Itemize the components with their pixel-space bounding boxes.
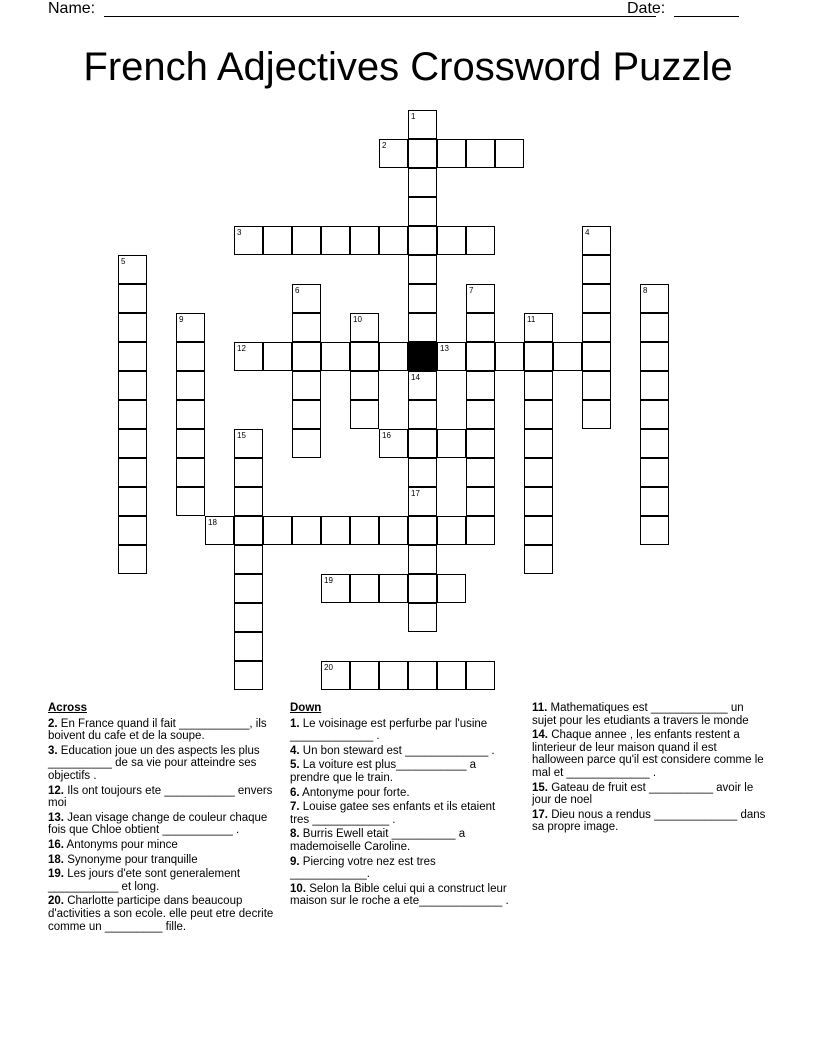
clue-number: 12 [237,344,246,353]
crossword-cell[interactable] [466,284,495,313]
crossword-cell[interactable] [466,516,495,545]
date-field-line[interactable] [674,16,739,17]
clue-number: 5 [121,257,126,266]
clue-number-label: 20. [48,895,64,908]
crossword-cell[interactable] [437,516,466,545]
clue-number: 16 [382,431,391,440]
clue-item [48,895,276,933]
clue-number-label: 12. [48,784,64,797]
crossword-cell[interactable] [553,342,582,371]
clue-item [48,868,276,893]
crossword-cell[interactable] [263,342,292,371]
clue-item [290,828,514,853]
clue-number: 13 [440,344,449,353]
clue-number-label: 15. [532,781,548,794]
crossword-cell[interactable] [524,487,553,516]
crossword-cell[interactable] [524,458,553,487]
crossword-cell[interactable] [379,574,408,603]
crossword-cell[interactable] [350,342,379,371]
clue-item [48,812,276,837]
clue-number-label: 16. [48,838,64,851]
clue-number: 6 [295,286,300,295]
down-clues [290,702,514,910]
crossword-cell[interactable] [466,400,495,429]
clue-number: 18 [208,518,217,527]
clue-number: 7 [469,286,474,295]
clue-text: Chaque annee , les enfants restent a linterieur de leur maison quand il est halloween parce qu'il est considere comme le mal et _____________ . [532,729,764,779]
clue-number: 4 [585,228,590,237]
crossword-cell[interactable] [234,545,263,574]
crossword-cell[interactable] [408,516,437,545]
crossword-cell[interactable] [640,342,669,371]
crossword-cell[interactable] [118,458,147,487]
clue-number-label: 6. [290,786,300,799]
crossword-cell[interactable] [524,313,553,342]
crossword-cell[interactable] [379,516,408,545]
clue-number: 20 [324,663,333,672]
clue-text: Ils ont toujours ete ___________ envers moi [48,784,273,810]
crossword-cell[interactable] [408,574,437,603]
crossword-cell[interactable] [466,487,495,516]
crossword-cell[interactable] [350,661,379,690]
crossword-cell[interactable] [176,400,205,429]
crossword-cell[interactable] [640,284,669,313]
crossword-cell[interactable] [466,313,495,342]
clue-number: 15 [237,431,246,440]
crossword-cell[interactable] [118,342,147,371]
crossword-cell[interactable] [350,400,379,429]
crossword-cell[interactable] [408,400,437,429]
clue-item [48,718,276,743]
crossword-cell[interactable] [234,458,263,487]
crossword-cell[interactable] [350,516,379,545]
date-label: Date: [627,0,666,17]
crossword-cell[interactable] [321,574,350,603]
crossword-cell[interactable] [495,139,524,168]
crossword-cell[interactable] [582,226,611,255]
crossword-cell[interactable] [292,313,321,342]
crossword-cell[interactable] [263,516,292,545]
crossword-cell[interactable] [582,313,611,342]
clue-number-label: 8. [290,828,300,841]
crossword-cell[interactable] [292,429,321,458]
clue-number: 2 [382,141,387,150]
clue-number: 10 [353,315,362,324]
clue-text: Synonyme pour tranquille [64,853,198,866]
crossword-cell[interactable] [408,110,437,139]
crossword-cell[interactable] [379,429,408,458]
crossword-cell[interactable] [408,371,437,400]
clue-number: 11 [527,315,536,324]
crossword-cell[interactable] [408,458,437,487]
clue-number-label: 9. [290,855,300,868]
header [48,0,768,22]
crossword-cell[interactable] [321,226,350,255]
clue-number-label: 10. [290,882,306,895]
crossword-cell[interactable] [524,400,553,429]
clue-text: Antonyms pour mince [64,838,178,851]
crossword-cell[interactable] [292,342,321,371]
crossword-cell[interactable] [379,661,408,690]
clue-text: Burris Ewell etait __________ a mademoiselle Caroline. [290,828,466,853]
crossword-cell[interactable] [437,429,466,458]
clue-number-label: 14. [532,729,548,742]
crossword-cell[interactable] [466,226,495,255]
clue-text: Education joue un des aspects les plus __________ de sa vie pour atteindre ses objectifs . [48,744,260,782]
crossword-cell[interactable] [176,371,205,400]
clue-item [48,745,276,783]
clue-number-label: 3. [48,744,58,757]
crossword-cell[interactable] [379,342,408,371]
clue-item [290,759,514,784]
crossword-cell[interactable] [118,545,147,574]
crossword-cell[interactable] [582,342,611,371]
crossword-cell[interactable] [524,545,553,574]
crossword-cell[interactable] [524,371,553,400]
clue-number: 1 [411,112,416,121]
crossword-cell[interactable] [118,400,147,429]
clue-item [290,787,514,800]
clue-item [532,782,768,807]
clue-number-label: 7. [290,801,300,814]
clue-text: Antonyme pour forte. [299,786,410,799]
crossword-cell[interactable] [408,284,437,313]
crossword-cell[interactable] [263,226,292,255]
crossword-cell[interactable] [640,400,669,429]
crossword-cell[interactable] [582,371,611,400]
crossword-cell[interactable] [379,139,408,168]
crossword-cell[interactable] [408,487,437,516]
clue-item [290,883,514,908]
crossword-cell[interactable] [234,226,263,255]
clue-number-label: 11. [532,702,548,714]
clue-number-label: 1. [290,717,300,730]
crossword-cell[interactable] [234,603,263,632]
clue-text: Jean visage change de couleur chaque fois que Chloe obtient ___________ . [48,811,268,837]
crossword-cell[interactable] [379,226,408,255]
crossword-cell[interactable] [176,313,205,342]
clue-item [48,785,276,810]
crossword-cell[interactable] [292,226,321,255]
crossword-cell[interactable] [640,429,669,458]
clue-item [532,729,768,779]
crossword-cell[interactable] [524,516,553,545]
crossword-cell[interactable] [118,487,147,516]
crossword-cell[interactable] [292,516,321,545]
crossword-cell[interactable] [350,371,379,400]
page-title: French Adjectives Crossword Puzzle [83,45,733,89]
clue-text: Charlotte participe dans beaucoup d'activities a son ecole. elle peut etre decrite comme un _________ fille. [48,895,274,933]
clue-number: 17 [411,489,420,498]
clue-text: Mathematiques est ____________ un sujet pour les etudiants a travers le monde [532,702,749,727]
crossword-cell[interactable] [176,458,205,487]
clue-number-label: 19. [48,868,64,881]
clue-item [290,801,514,826]
crossword-cell[interactable] [466,139,495,168]
crossword-cell[interactable] [176,429,205,458]
crossword-cell[interactable] [350,574,379,603]
crossword-cell[interactable] [640,458,669,487]
clue-number-label: 18. [48,853,64,866]
across-clues [48,702,276,935]
crossword-cell[interactable] [640,487,669,516]
crossword-cell[interactable] [408,545,437,574]
clue-text: Le voisinage est perfurbe par l'usine _____________ . [290,717,488,743]
clue-text: Un bon steward est _____________ . [299,744,495,757]
across-heading: Across [48,702,87,714]
clue-number-label: 13. [48,811,64,824]
crossword-cell[interactable] [234,487,263,516]
crossword-cell[interactable] [582,255,611,284]
clue-text: Louise gatee ses enfants et ils etaient tres ____________ . [290,801,496,826]
crossword-cell[interactable] [118,371,147,400]
crossword-cell[interactable] [234,661,263,690]
crossword-cell[interactable] [408,255,437,284]
crossword-cell[interactable] [408,603,437,632]
crossword-cell[interactable] [524,429,553,458]
crossword-cell[interactable] [234,429,263,458]
clue-item [290,718,514,743]
black-square [408,342,437,371]
crossword-cell[interactable] [640,371,669,400]
crossword-cell[interactable] [234,574,263,603]
crossword-cell[interactable] [408,313,437,342]
crossword-cell[interactable] [408,429,437,458]
crossword-cell[interactable] [640,313,669,342]
clue-number: 14 [411,373,420,382]
clue-text: La voiture est plus___________ a prendre que le train. [290,759,477,784]
crossword-cell[interactable] [118,429,147,458]
clue-number-label: 5. [290,759,300,772]
crossword-cell[interactable] [437,661,466,690]
crossword-cell[interactable] [466,342,495,371]
crossword-cell[interactable] [118,313,147,342]
clue-text: En France quand il fait ___________, ils boivent du cafe et de la soupe. [48,717,267,743]
crossword-cell[interactable] [234,516,263,545]
crossword-cell[interactable] [408,661,437,690]
crossword-cell[interactable] [437,139,466,168]
clue-text: Piercing votre nez est tres ____________. [290,855,436,881]
clue-item [290,745,514,758]
crossword-cell[interactable] [437,342,466,371]
clue-text: Les jours d'ete sont generalement ___________ et long. [48,868,241,893]
crossword-cell[interactable] [408,168,437,197]
crossword-cell[interactable] [466,661,495,690]
crossword-cell[interactable] [408,226,437,255]
down-clues-continued [532,702,768,836]
crossword-cell[interactable] [292,284,321,313]
clue-number-label: 17. [532,808,548,821]
clue-number: 3 [237,228,242,237]
clue-text: Selon la Bible celui qui a construct leur maison sur le roche a ete_____________ . [290,882,509,908]
clue-item [290,856,514,881]
clue-number-label: 4. [290,744,300,757]
clue-number: 9 [179,315,184,324]
clue-text: Dieu nous a rendus _____________ dans sa propre image. [532,808,766,834]
name-label: Name: [48,0,96,17]
crossword-cell[interactable] [234,342,263,371]
crossword-cell[interactable] [176,487,205,516]
clue-item [48,839,276,852]
crossword-cell[interactable] [495,342,524,371]
clue-number-label: 2. [48,717,58,730]
crossword-cell[interactable] [321,516,350,545]
crossword-cell[interactable] [118,255,147,284]
name-field-line[interactable] [104,16,656,17]
clue-item [48,854,276,867]
clue-item [532,702,768,727]
crossword-cell[interactable] [466,458,495,487]
crossword-cell[interactable] [292,400,321,429]
crossword-cell[interactable] [437,574,466,603]
crossword-cell[interactable] [321,342,350,371]
crossword-cell[interactable] [350,226,379,255]
crossword-cell[interactable] [321,661,350,690]
crossword-cell[interactable] [118,284,147,313]
crossword-cell[interactable] [408,197,437,226]
clue-number: 19 [324,576,333,585]
crossword-cell[interactable] [118,516,147,545]
crossword-cell[interactable] [524,342,553,371]
crossword-cell[interactable] [205,516,234,545]
crossword-cell[interactable] [640,516,669,545]
crossword-cell[interactable] [466,371,495,400]
crossword-cell[interactable] [408,139,437,168]
crossword-cell[interactable] [176,342,205,371]
crossword-cell[interactable] [350,313,379,342]
down-heading: Down [290,702,322,714]
crossword-cell[interactable] [582,284,611,313]
crossword-cell[interactable] [234,632,263,661]
crossword-cell[interactable] [466,429,495,458]
clue-number: 8 [643,286,648,295]
clue-item [532,809,768,834]
crossword-cell[interactable] [292,371,321,400]
clue-text: Gateau de fruit est __________ avoir le jour de noel [532,781,754,807]
crossword-cell[interactable] [582,400,611,429]
crossword-cell[interactable] [437,226,466,255]
